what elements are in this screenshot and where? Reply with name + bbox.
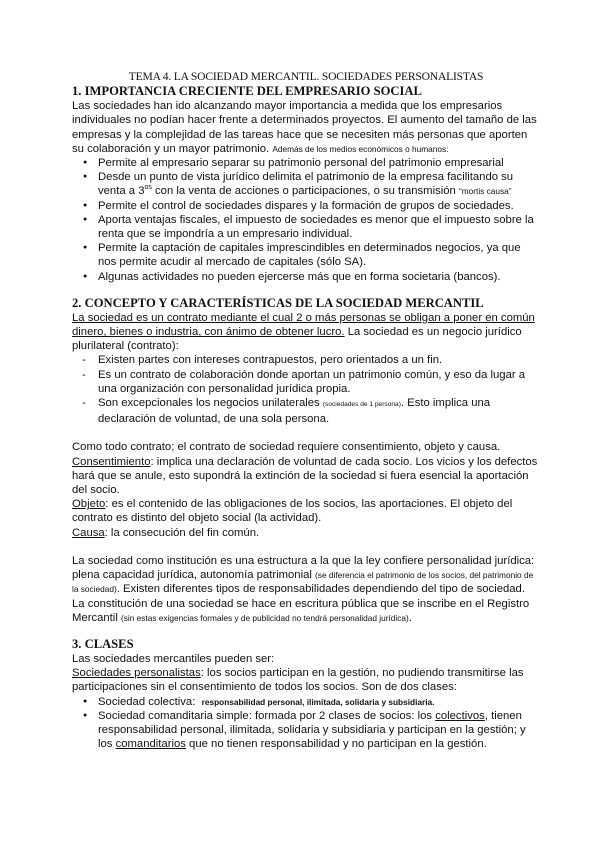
list-item: ● Permite al empresario separar su patrimonio personal del patrimonio empresarial — [98, 156, 540, 170]
list-item: - Existen partes con intereses contrapuestos, pero orientados a un fin. — [98, 353, 540, 367]
tiny-note: (sociedades de 1 persona) — [322, 401, 401, 409]
superscript: os — [144, 184, 152, 192]
section-3-heading: 3. CLASES — [72, 636, 134, 651]
term-label: Objeto — [72, 498, 106, 511]
causa-paragraph — [72, 526, 540, 540]
paragraph-text: . — [408, 611, 412, 624]
intro-text: Las sociedades han ido alcanzando mayor importancia a medida que los empresarios individuales no podían hacer frente a determinados proyectos. El aumento del tamaño de las empresas y la complejidad de las tareas hace que se necesiten más personas que aporten su colaboración y un mayor patrimonio. — [72, 100, 537, 155]
term-label: Consentimiento — [72, 455, 151, 468]
section-1-intro — [72, 99, 540, 156]
list-item-text: Desde un punto de vista jurídico delimita el patrimonio de la empresa facilitando su venta a 3 — [98, 171, 514, 198]
spacer — [72, 540, 540, 554]
list-item: - Es un contrato de colaboración donde aportan un patrimonio común, y eso da lugar a una organización con personalidad jurídica propia. — [98, 368, 540, 396]
term-text: : la consecución del fin común. — [104, 526, 260, 539]
section-2-heading: 2. CONCEPTO Y CARACTERÍSTICAS DE LA SOCIEDAD MERCANTIL — [72, 295, 484, 310]
contract-requirements: Como todo contrato; el contrato de sociedad requiere consentimiento, objeto y causa. — [72, 441, 501, 454]
small-note: (sin estas exigencias formales y de publicidad no tendrá personalidad jurídica) — [120, 612, 409, 623]
characteristics-list — [72, 353, 540, 426]
page-title: TEMA 4. LA SOCIEDAD MERCANTIL. SOCIEDADES PERSONALISTAS — [128, 70, 484, 83]
section-1-heading: 1. IMPORTANCIA CRECIENTE DEL EMPRESARIO SOCIAL — [72, 84, 422, 99]
term-label: Sociedades personalistas — [72, 667, 201, 680]
personalistas-paragraph — [72, 666, 540, 694]
term-text: : los socios participan en la gestión, no pudiendo transmitirse las participaciones sin el consentimiento de todos los socios. Son de dos clases: — [72, 667, 524, 694]
list-item-text: . Esto implica una declaración de voluntad, de una sola persona. — [98, 397, 491, 426]
paragraph-text: La sociedad como institución es una estructura a la que la ley confiere personalidad jurídica: plena capacidad jurídica, autonomía patrimonial — [72, 554, 535, 582]
list-item-text: , tienen responsabilidad personal, ilimitada, solidaria y subsidiaria y participan en la gestión; y los — [98, 709, 526, 751]
term-underlined: colectivos — [435, 709, 485, 722]
list-item-text: que no tienen responsabilidad y no participan en la gestión. — [185, 738, 487, 751]
list-item: ● Permite el control de sociedades dispares y la formación de grupos de sociedades. — [98, 199, 540, 213]
list-item-text: con la venta de acciones o participaciones, o su transmisión — [151, 185, 459, 198]
consentimiento-paragraph — [72, 455, 540, 498]
term-text: : es el contenido de las obligaciones de los socios, las aportaciones. El objeto del contrato es distinto del objeto social (la actividad). — [72, 498, 513, 525]
list-item-text: Sociedad comanditaria simple: formada por 2 clases de socios: los — [98, 709, 436, 722]
term-text: : implica una declaración de voluntad de cada socio. Los vicios y los defectos hará que se anule, esto supondrá la extinción de la sociedad si fuera esencial la aportación del socio. — [72, 455, 538, 497]
small-note: (se diferencia el patrimonio de los socios, del patrimonio de la sociedad) — [72, 570, 534, 595]
list-item — [98, 695, 540, 709]
small-note: responsabilidad personal, ilimitada, solidaria y subsidiaria. — [201, 696, 435, 707]
definition-text: La sociedad es un negocio jurídico plurilateral (contrato): — [72, 326, 522, 353]
list-item — [98, 709, 540, 752]
term-underlined: comanditarios — [115, 738, 186, 751]
list-item — [98, 170, 540, 198]
classes-list — [72, 695, 540, 752]
list-item: ● Aporta ventajas fiscales, el impuesto de sociedades es menor que el impuesto sobre la renta que se impondría a un empresario individual. — [98, 213, 540, 241]
intro-small-note: Además de los medios económicos o humanos: — [272, 143, 449, 154]
small-note: “mortis causa” — [458, 186, 512, 197]
classes-intro: Las sociedades mercantiles pueden ser: — [72, 652, 275, 665]
objeto-paragraph — [72, 497, 540, 525]
institution-paragraph — [72, 554, 540, 625]
list-item: ● Algunas actividades no pueden ejercerse más que en forma societaria (bancos). — [98, 270, 540, 284]
list-item — [98, 396, 540, 426]
list-item-text: Son excepcionales los negocios unilaterales — [98, 397, 323, 410]
list-item-text: Sociedad colectiva: — [98, 695, 196, 708]
paragraph-text: . Existen diferentes tipos de responsabilidades dependiendo del tipo de sociedad. La constitución de una sociedad se hace en escritura pública que se inscribe en el Registro Mercantil — [72, 583, 530, 624]
advantages-list — [72, 156, 540, 284]
definition-underlined: La sociedad es un contrato mediante el cual 2 o más personas se obligan a poner en común dinero, bienes o industria, con ánimo de obtener lucro. — [72, 311, 535, 339]
definition-paragraph — [72, 311, 540, 354]
term-label: Causa — [72, 526, 105, 539]
list-item: ● Permite la captación de capitales imprescindibles en determinados negocios, ya que nos permite acudir al mercado de capitales (sólo SA). — [98, 241, 540, 269]
spacer — [72, 426, 540, 440]
